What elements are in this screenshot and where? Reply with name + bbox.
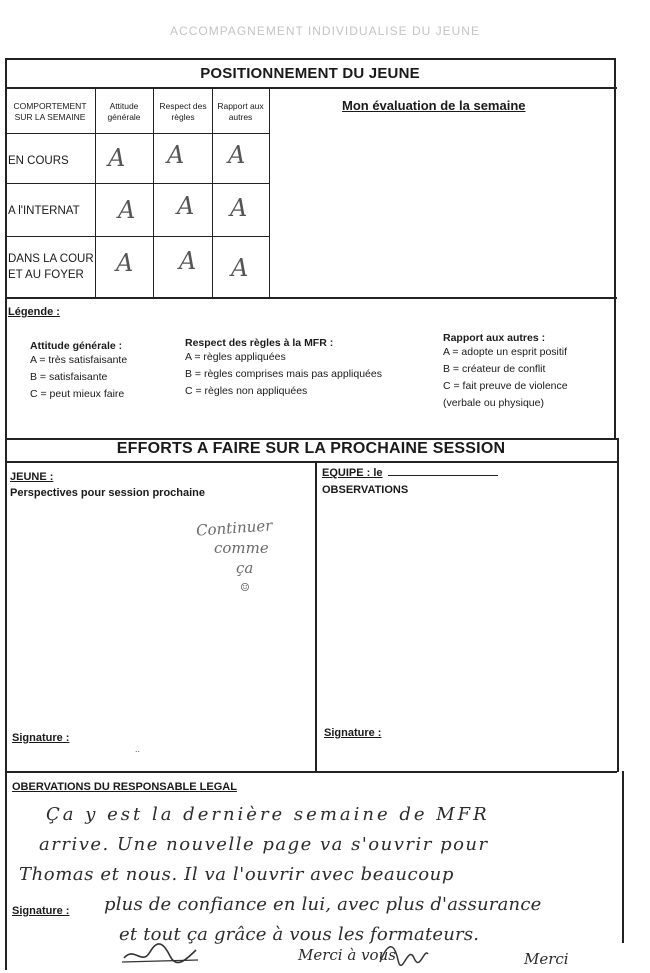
frame-line [5,771,617,773]
legend-item: C = fait preuve de violence [443,380,568,392]
frame-line [5,297,7,439]
legend-rapport [443,332,568,412]
legend-rapport-title: Rapport aux autres : [443,332,546,344]
grade-cour-rapport: A [231,254,249,282]
section-title-positionnement: POSITIONNEMENT DU JEUNE [200,65,420,82]
jeune-label: JEUNE : [10,471,54,483]
legend-attitude [30,340,127,403]
frame-line [5,461,617,463]
legend-item: B = créateur de conflit [443,363,546,375]
frame-line [614,297,616,439]
grade-en-cours-attitude: A [108,144,126,172]
date-blank-line [388,465,498,476]
section-title-efforts: EFFORTS A FAIRE SUR LA PROCHAINE SESSION [116,440,506,457]
legal-observations-title: OBERVATIONS DU RESPONSABLE LEGAL [12,781,237,793]
grade-en-cours-rapport: A [228,141,246,169]
frame-line [5,438,7,772]
legend-item: (verbale ou physique) [443,397,544,409]
frame-line [5,58,7,298]
legend-attitude-title: Attitude générale : [30,340,123,352]
legend-item: A = règles appliquées [185,351,286,363]
grade-internat-attitude: A [118,196,136,224]
frame-line [617,438,619,772]
frame-line [5,771,7,970]
jeune-perspectives-label: Perspectives pour session prochaine [10,487,206,499]
table-header-comportement: COMPORTEMENT SUR LA SEMAINE [13,101,87,122]
document-top-title: ACCOMPAGNEMENT INDIVIDUALISE DU JEUNE [170,24,480,38]
table-header-rapport: Rapport aux autres [217,101,264,122]
row-label-en-cours: EN COURS [8,155,69,167]
frame-line [622,771,624,943]
jeune-signature-mark: .. [135,744,141,754]
legend-respect-title: Respect des règles à la MFR : [185,337,334,349]
self-evaluation-title: Mon évaluation de la semaine [342,98,526,113]
table-header-respect: Respect des règles [159,101,207,122]
grade-internat-respect: A [177,192,195,220]
legend-item: A = très satisfaisante [30,354,128,366]
legend-item: C = règles non appliquées [185,385,308,397]
legend-item: B = satisfaisante [30,371,108,383]
grade-cour-attitude: A [116,249,134,277]
legal-handwritten-observation: Ça y est la dernière semaine de MFR arrive. Une nouvelle page va s'ouvrir pour Thomas et nous. Il va l'ouvrir avec beaucoup plus de confiance en lui, avec plus d'assurance et tout ça grâce à vous les formateurs. [19,804,542,945]
frame-line [5,58,615,60]
legend-title: Légende : [8,306,60,318]
equipe-label: EQUIPE : le [322,465,498,479]
table-header-attitude: Attitude générale [107,101,141,122]
row-label-cour-foyer: DANS LA COUR ET AU FOYER [8,253,94,281]
frame-line [315,461,317,772]
footer-handwritten-thanks: Merci à vous [298,946,396,964]
jeune-handwritten-note: Continuer comme ça ☺ [195,516,273,594]
grade-internat-rapport: A [230,194,248,222]
legend-item: B = règles comprises mais pas appliquées [185,368,382,380]
frame-line [614,58,616,298]
equipe-signature-label: Signature : [324,727,382,739]
observations-label: OBSERVATIONS [322,484,409,496]
legal-signature-label: Signature : [12,905,70,917]
row-label-internat: A l'INTERNAT [8,205,80,217]
footer-handwritten-merci: Merci [524,950,569,968]
signature-scribble [120,940,200,973]
legend-item: C = peut mieux faire [30,388,125,400]
legend-item: A = adopte un esprit positif [443,346,568,358]
signature-scribble [378,938,430,971]
legend-respect [185,337,382,400]
grade-cour-respect: A [179,247,197,275]
frame-line [5,87,617,89]
jeune-signature-label: Signature : [12,732,70,744]
grade-en-cours-respect: A [167,141,185,169]
